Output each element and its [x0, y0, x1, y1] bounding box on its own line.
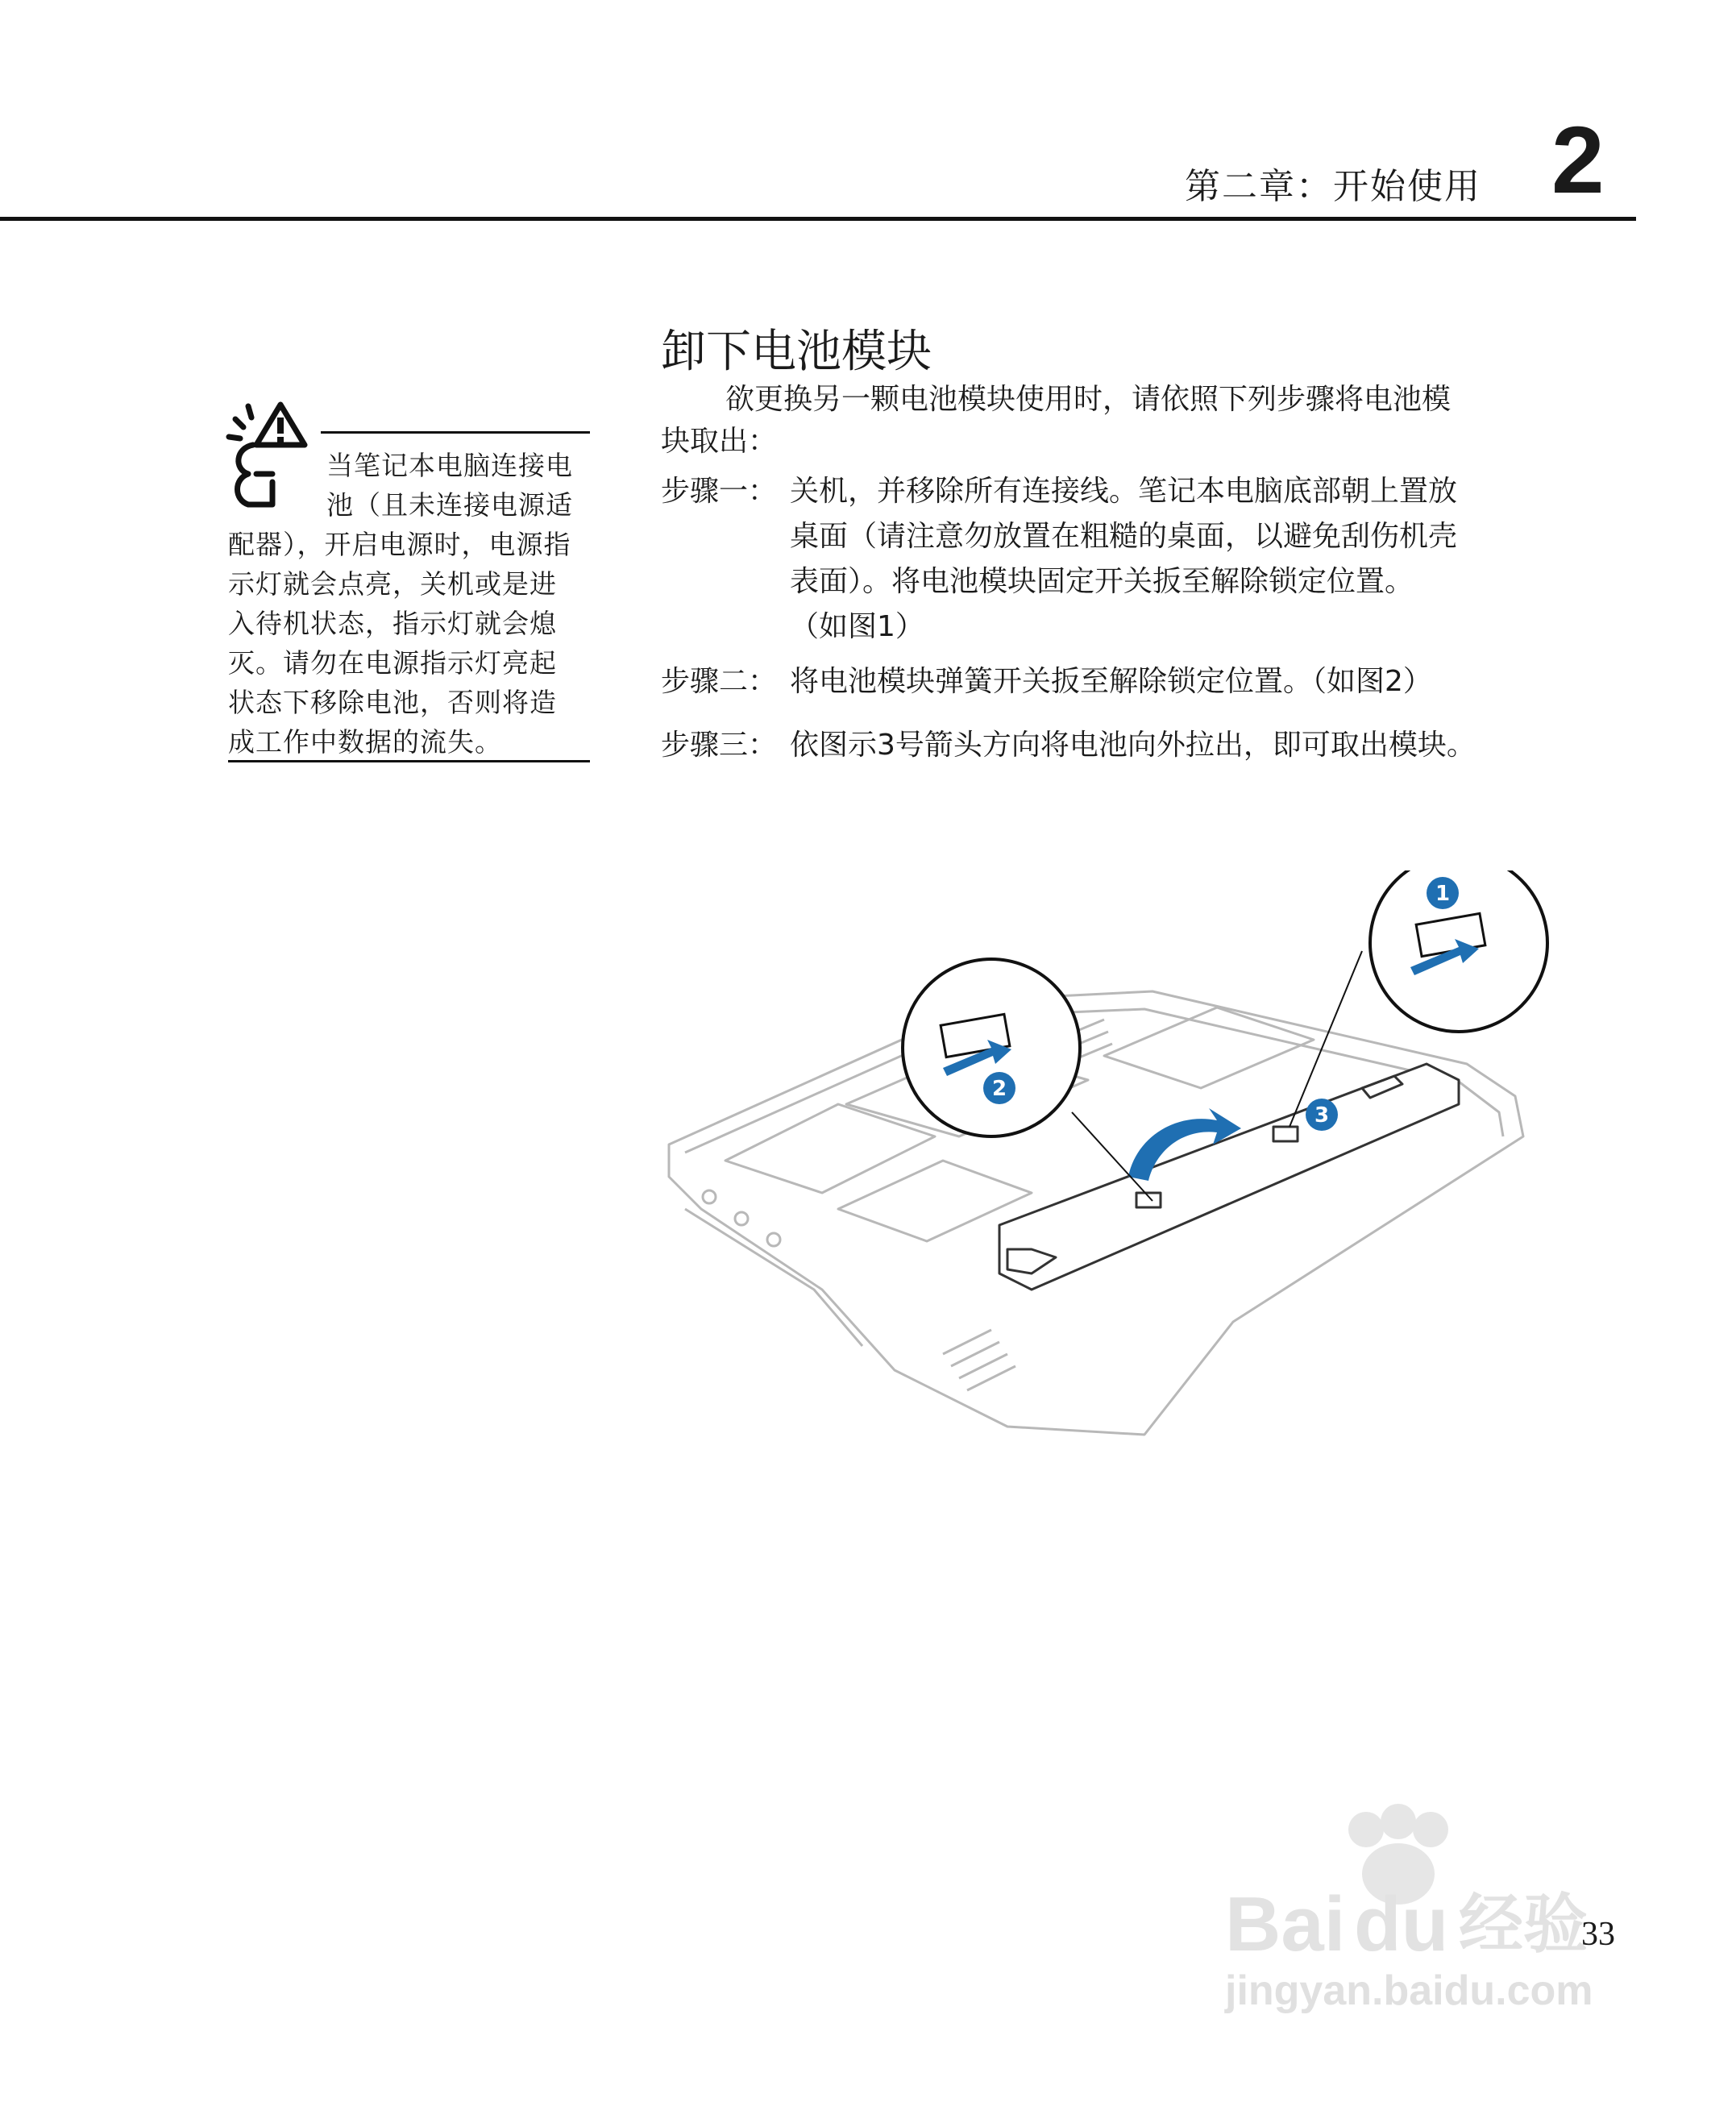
watermark-url: jingyan.baidu.com [1225, 1967, 1593, 2014]
notice-line-1: 当笔记本电脑连接电 [326, 450, 573, 481]
zoom-callout-2 [903, 959, 1152, 1201]
port-circle [703, 1190, 716, 1203]
notice-top-rule [321, 431, 590, 434]
page-number: 33 [1581, 1916, 1615, 1953]
step-1-line-1: 关机，并移除所有连接线。笔记本电脑底部朝上置放 [790, 475, 1458, 508]
battery-removal-illustration [653, 870, 1555, 1451]
step-2 [661, 659, 1564, 708]
step-2-text [790, 659, 1564, 704]
step-2-label: 步骤二： [661, 665, 778, 698]
header-rule [0, 217, 1636, 221]
notice-line-2: 池（且未连接电源适 [326, 489, 573, 521]
port-circle [767, 1233, 780, 1246]
step-1-text [790, 469, 1564, 650]
port-circle [735, 1212, 748, 1225]
callout-number-2: 2 [991, 1077, 1007, 1101]
step-3-text [790, 723, 1564, 768]
step-1-label: 步骤一： [661, 475, 778, 508]
step-3 [661, 723, 1564, 771]
notice-line-3: 配器），开启电源时，电源指 [228, 529, 571, 560]
svg-text:du: du [1354, 1881, 1449, 1967]
step-1 [661, 469, 1564, 654]
step-2-line-1: 将电池模块弹簧开关扳至解除锁定位置。（如图2） [790, 665, 1432, 698]
step-1-line-4: （如图1） [790, 610, 924, 643]
notice-line-7: 状态下移除电池，否则将造 [228, 687, 557, 718]
notice-line-6: 灭。请勿在电源指示灯亮起 [228, 647, 557, 679]
warning-person-icon [224, 395, 321, 508]
battery-pack [999, 1064, 1459, 1290]
step-3-label: 步骤三： [661, 729, 778, 762]
wlan-compartment [1104, 1007, 1314, 1088]
intro-line-2: 块取出： [661, 425, 778, 458]
step-3-line-1: 依图示3号箭头方向将电池向外拉出，即可取出模块。 [790, 729, 1476, 762]
baidu-jingyan-watermark-logo [1225, 1797, 1628, 1967]
callout-number-3: 3 [1314, 1103, 1330, 1128]
chapter-number: 2 [1551, 107, 1605, 214]
notice-line-5: 入待机状态，指示灯就会熄 [228, 608, 557, 639]
intro-line-1: 欲更换另一颗电池模块使用时，请依照下列步骤将电池模 [725, 383, 1452, 416]
notice-line-8: 成工作中数据的流失。 [228, 726, 502, 758]
svg-text:Bai: Bai [1225, 1881, 1346, 1967]
step-1-line-2: 桌面（请注意勿放置在粗糙的桌面，以避免刮伤机壳 [790, 520, 1458, 553]
chapter-title: 第二章：开始使用 [1185, 166, 1481, 207]
vent-grille [943, 1330, 1015, 1390]
side-ports-edge [685, 1209, 862, 1346]
callout-number-1: 1 [1435, 882, 1451, 906]
notice-line-4: 示灯就会点亮，关机或是进 [228, 568, 557, 600]
notice-bottom-rule [228, 760, 590, 762]
step-1-line-3: 表面）。将电池模块固定开关扳至解除锁定位置。 [790, 565, 1414, 598]
section-title: 卸下电池模块 [661, 326, 932, 378]
svg-text:经验: 经验 [1459, 1887, 1588, 1962]
